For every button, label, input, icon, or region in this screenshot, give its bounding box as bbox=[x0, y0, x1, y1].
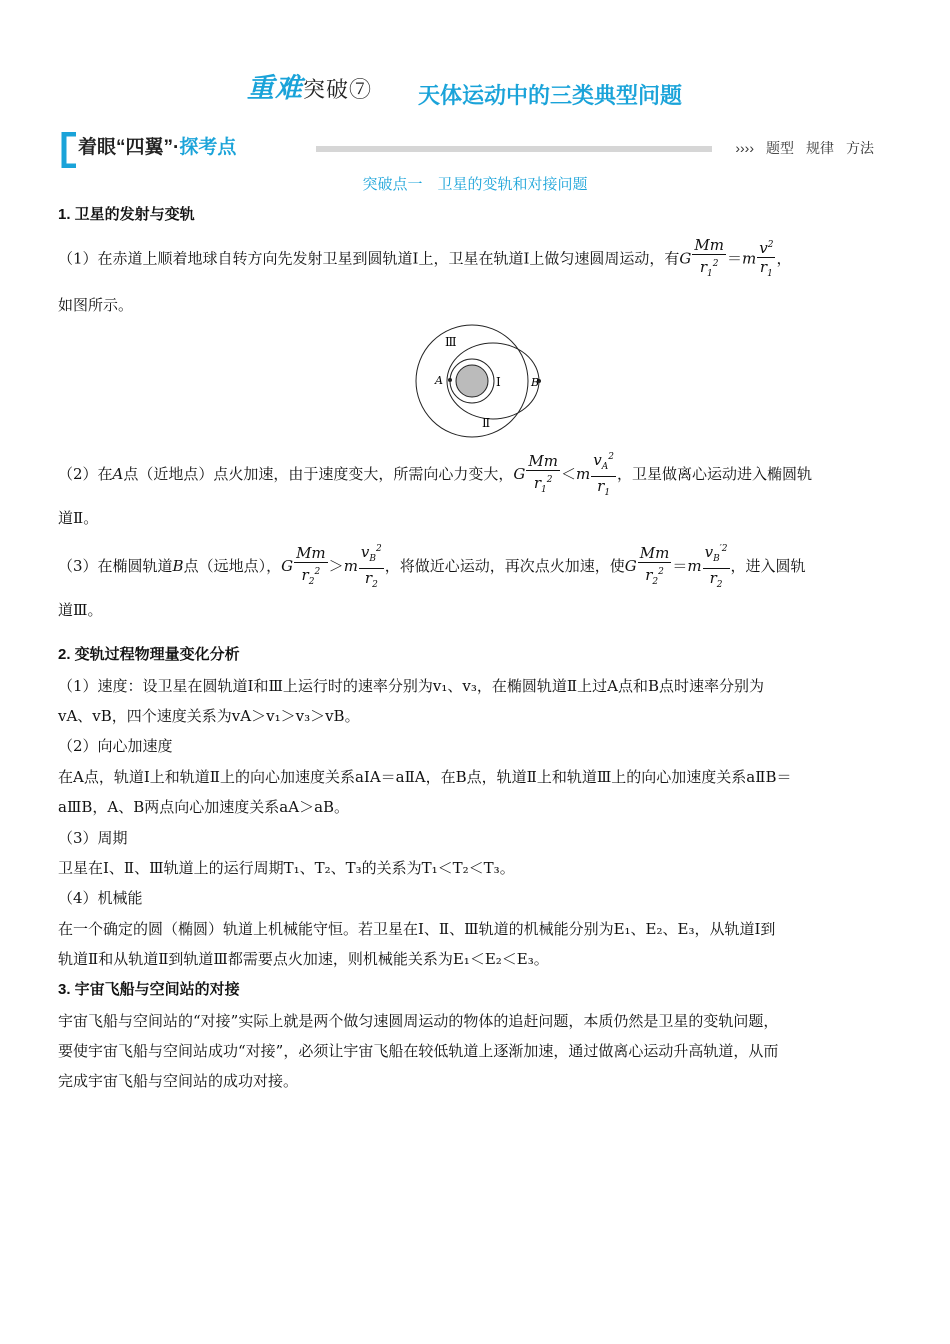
para-3: （3）在椭圆轨道B点（远地点），G $\frac{Mm}{r_2^2}$ ＞m $\frac{v_B^2}{r_2}$ ，将做近心运动，再次点火加速，使G $\frac{Mm}{r_2^2}$ ＝m $\frac{v_B^{'2}}{r_2}$ ，进入圆轨 bbox=[58, 540, 890, 594]
s2-line: 卫星在Ⅰ、Ⅱ、Ⅲ轨道上的运行周期T₁、T₂、T₃的关系为T₁＜T₂＜T₃。 bbox=[58, 859, 515, 877]
heading-3: 3. 宇宙飞船与空间站的对接 bbox=[58, 981, 240, 998]
svg-text:Ⅲ: Ⅲ bbox=[445, 335, 457, 349]
s2-line: 在一个确定的圆（椭圆）轨道上机械能守恒。若卫星在Ⅰ、Ⅱ、Ⅲ轨道的机械能分别为E₁、E₂、E₃，从轨道Ⅰ到 bbox=[58, 920, 776, 938]
s3-line: 宇宙飞船与空间站的“对接”实际上就是两个做匀速圆周运动的物体的追赶问题，本质仍然是卫星的变轨问题， bbox=[58, 1012, 779, 1030]
s2-line: （3）周期 bbox=[58, 829, 128, 847]
s2-line: 轨道Ⅱ和从轨道Ⅱ到轨道Ⅲ都需要点火加速，则机械能关系为E₁＜E₂＜E₃。 bbox=[58, 950, 549, 968]
banner-bar: 着眼“四翼”·探考点 ›››› 题型 规律 方法 bbox=[60, 130, 890, 170]
heading-2: 2. 变轨过程物理量变化分析 bbox=[58, 646, 240, 663]
s2-line: 在A点，轨道Ⅰ上和轨道Ⅱ上的向心加速度关系aⅠA＝aⅡA，在B点，轨道Ⅱ上和轨道Ⅲ上的向心加速度关系aⅡB＝ bbox=[58, 768, 792, 786]
subtitle: 突破点一 卫星的变轨和对接问题 bbox=[362, 175, 588, 193]
s2-line: （4）机械能 bbox=[58, 889, 143, 907]
s2-line: （1）速度：设卫星在圆轨道Ⅰ和Ⅲ上运行时的速率分别为v₁、v₃，在椭圆轨道Ⅱ上过A点和B点时速率分别为 bbox=[58, 677, 764, 695]
para-3b: 道Ⅲ。 bbox=[58, 601, 103, 619]
svg-text:A: A bbox=[435, 374, 443, 387]
arrows-icon: ›››› bbox=[735, 140, 754, 156]
para-1: （1）在赤道上顺着地球自转方向先发射卫星到圆轨道Ⅰ上，卫星在轨道Ⅰ上做匀速圆周运动，有G $\frac{Mm}{r_1^2}$ ＝m $\frac{v^2}{r_1}$ ， bbox=[58, 236, 792, 279]
svg-text:Ⅰ: Ⅰ bbox=[496, 375, 501, 389]
divider bbox=[316, 146, 712, 152]
page-title: 天体运动中的三类典型问题 bbox=[418, 83, 683, 108]
bracket-icon bbox=[60, 132, 80, 168]
para-2b: 道Ⅱ。 bbox=[58, 509, 99, 527]
section-brand: 重难突破⑦ bbox=[247, 73, 373, 103]
para-2: （2）在A点（近地点）点火加速，由于速度变大，所需向心力变大，G $\frac{Mm}{r_1^2}$ ＜m $\frac{v_A^2}{r_1}$ ，卫星做离心运动进入椭圆轨 bbox=[58, 448, 890, 502]
s2-line: aⅢB，A、B两点向心加速度关系aA＞aB。 bbox=[58, 798, 350, 816]
svg-text:B: B bbox=[531, 376, 540, 389]
para-1b: 如图所示。 bbox=[58, 296, 134, 314]
s2-line: vA、vB，四个速度关系为vA＞v₁＞v₃＞vB。 bbox=[58, 707, 360, 725]
s3-line: 完成宇宙飞船与空间站的成功对接。 bbox=[58, 1072, 299, 1090]
heading-1: 1. 卫星的发射与变轨 bbox=[58, 206, 195, 223]
orbit-diagram bbox=[405, 324, 550, 442]
s3-line: 要使宇宙飞船与空间站成功“对接”，必须让宇宙飞船在较低轨道上逐渐加速，通过做离心运动升高轨道，从而 bbox=[58, 1042, 779, 1060]
s2-line: （2）向心加速度 bbox=[58, 737, 173, 755]
svg-text:Ⅱ: Ⅱ bbox=[482, 416, 491, 430]
